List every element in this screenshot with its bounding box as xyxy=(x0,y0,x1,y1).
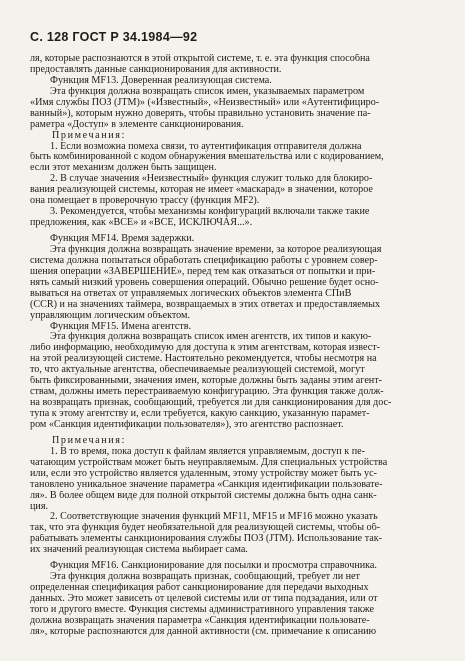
text-line: Функция MF14. Время задержки. xyxy=(50,234,195,244)
text-line: быть комбинированной с кодом обнаружения вмешательства или с кодированием, xyxy=(30,152,384,163)
text-line: либо информацию, необходимую для доступа к этим агентствам, которая извест- xyxy=(30,343,381,354)
text-line: тупа к этому агентству и, если требуется, какую санкцию, указанную парамет- xyxy=(30,409,370,419)
text-line: вания реализующей системы, которая не имеет «маскарад» в значении, которое xyxy=(30,185,373,196)
text-line: Эта функция должна возвращать признак, сообщающий, требует ли нет xyxy=(50,572,360,583)
text-line: ром «Санкция идентификации пользователя»), это агентство распознает. xyxy=(30,419,344,430)
page-header: С. 128 ГОСТ Р 34.1984—92 xyxy=(30,30,198,44)
text-line: чатающим устройствам может быть неуправляемым. Для специальных устройства xyxy=(30,457,388,468)
text-line: рабатывать элементы санкционирования службы ПОЗ (JTM). Использование так- xyxy=(30,534,383,545)
text-line: ля, которые распознаются в этой открытой системе, т. е. эта функция способна xyxy=(30,54,370,64)
text-line: шения операции «ЗАВЕРШЕНИЕ», перед тем как отказаться от попытки и при- xyxy=(30,266,376,277)
text-line: Функция MF16. Санкционирование для посылки и просмотра справочника. xyxy=(50,561,377,572)
text-line: ля», которые распознаются для данной активности (см. примечание к описанию xyxy=(30,626,377,637)
text-line: ствам, должны иметь перестраиваемую конфигурацию. Эта функция также долж- xyxy=(30,387,384,398)
text-line: предоставлять данные санкционирования для активности. xyxy=(30,64,282,75)
text-line: (CCR) и на значениях таймера, возвращаемых в этих ответах и предоставляемых xyxy=(30,299,381,310)
text-line: вываться на ответах от управляемых логических объектов элемента СПиВ xyxy=(30,288,352,299)
text-line: 2. Соответствующие значения функций MF11, MF15 и MF16 можно указать xyxy=(50,512,378,523)
text-line: на возвращать признак, сообщающий, требуется ли для санкционирования для дос- xyxy=(30,398,392,409)
text-line: нять самый низкий уровень совершения операций. Обычно решение будет осно- xyxy=(30,277,379,288)
text-line: тановлено уникальное значение параметра «Санкция идентификации пользовате- xyxy=(30,479,383,490)
text-line: 1. В то время, пока доступ к файлам является управляемым, доступ к пе- xyxy=(50,446,366,457)
text-line: система должна попытаться обработать спецификацию работы с уровнем совер- xyxy=(30,255,378,266)
text-line: на этой реализующей системе. Настоятельно рекомендуется, чтобы несмотря на xyxy=(30,354,377,365)
notes-heading: Примечания: xyxy=(52,435,126,446)
text-line: Функция MF13. Доверенная реализующая система. xyxy=(50,75,272,86)
text-line: она помещает в проверочную трассу (функция MF2). xyxy=(30,196,260,207)
text-line: или, если это устройство является удаленным, этому устройству может быть ус- xyxy=(30,468,377,479)
text-line: того и другого вместе. Функция системы административного управления также xyxy=(30,604,374,615)
text-line: определенная спецификация работ санкционирование для передачи выходных xyxy=(30,583,369,594)
text-line: 2. В случае значения «Неизвестный» функция служит только для блокиро- xyxy=(50,174,373,185)
text-line: если этот механизм должен быть защищен. xyxy=(30,163,217,174)
text-line: «Имя службы ПОЗ (JTM)» («Известный», «Неизвестный» или «Аутентифициро- xyxy=(30,97,380,108)
text-line: Функция MF15. Имена агентств. xyxy=(50,321,192,332)
text-line: раметра «Доступ» в элементе санкционирования. xyxy=(30,119,244,130)
text-line: ля». В более общем виде для полной открытой системы должна быть одна санк- xyxy=(30,490,377,501)
text-line: должна возвращать значения параметра «Санкция идентификации пользовате- xyxy=(30,615,370,626)
text-line: данных. Это может зависеть от целевой системы или от типа подзадания, или от xyxy=(30,594,378,604)
text-line: так, что эта функция будет необязательной для реализующей системы, чтобы об- xyxy=(30,523,381,534)
text-line: Эта функция должна возвращать список имен агентств, их типов и какую- xyxy=(50,332,372,343)
text-line: быть фиксированными, значения имен, которые должны быть заданы этим агент- xyxy=(30,376,383,387)
notes-heading: Примечания: xyxy=(52,130,126,141)
text-line: управляющим логическим объектом. xyxy=(30,310,190,321)
text-line: их значений реализующая система выбирает сама. xyxy=(30,545,248,556)
text-line: предложения, как «ВСЕ» и «ВСЕ, ИСКЛЮЧАЯ...». xyxy=(30,218,253,229)
text-line: ция. xyxy=(30,501,49,512)
text-line: ванный»), которым нужно доверять, чтобы правильно установить значение па- xyxy=(30,108,371,119)
text-line: 1. Если возможна помеха связи, то аутентификация отправителя должна xyxy=(50,141,362,152)
text-line: Эта функция должна возвращать список имен, указываемых параметром xyxy=(50,86,365,97)
text-line: то, что актуальные агентства, обеспечиваемые реализующей системой, могут xyxy=(30,365,365,376)
text-line: Эта функция должна возвращать значение времени, за которое реализующая xyxy=(50,244,382,255)
document-body xyxy=(30,54,448,638)
text-line: 3. Рекомендуется, чтобы механизмы конфигураций включали также такие xyxy=(50,207,370,218)
